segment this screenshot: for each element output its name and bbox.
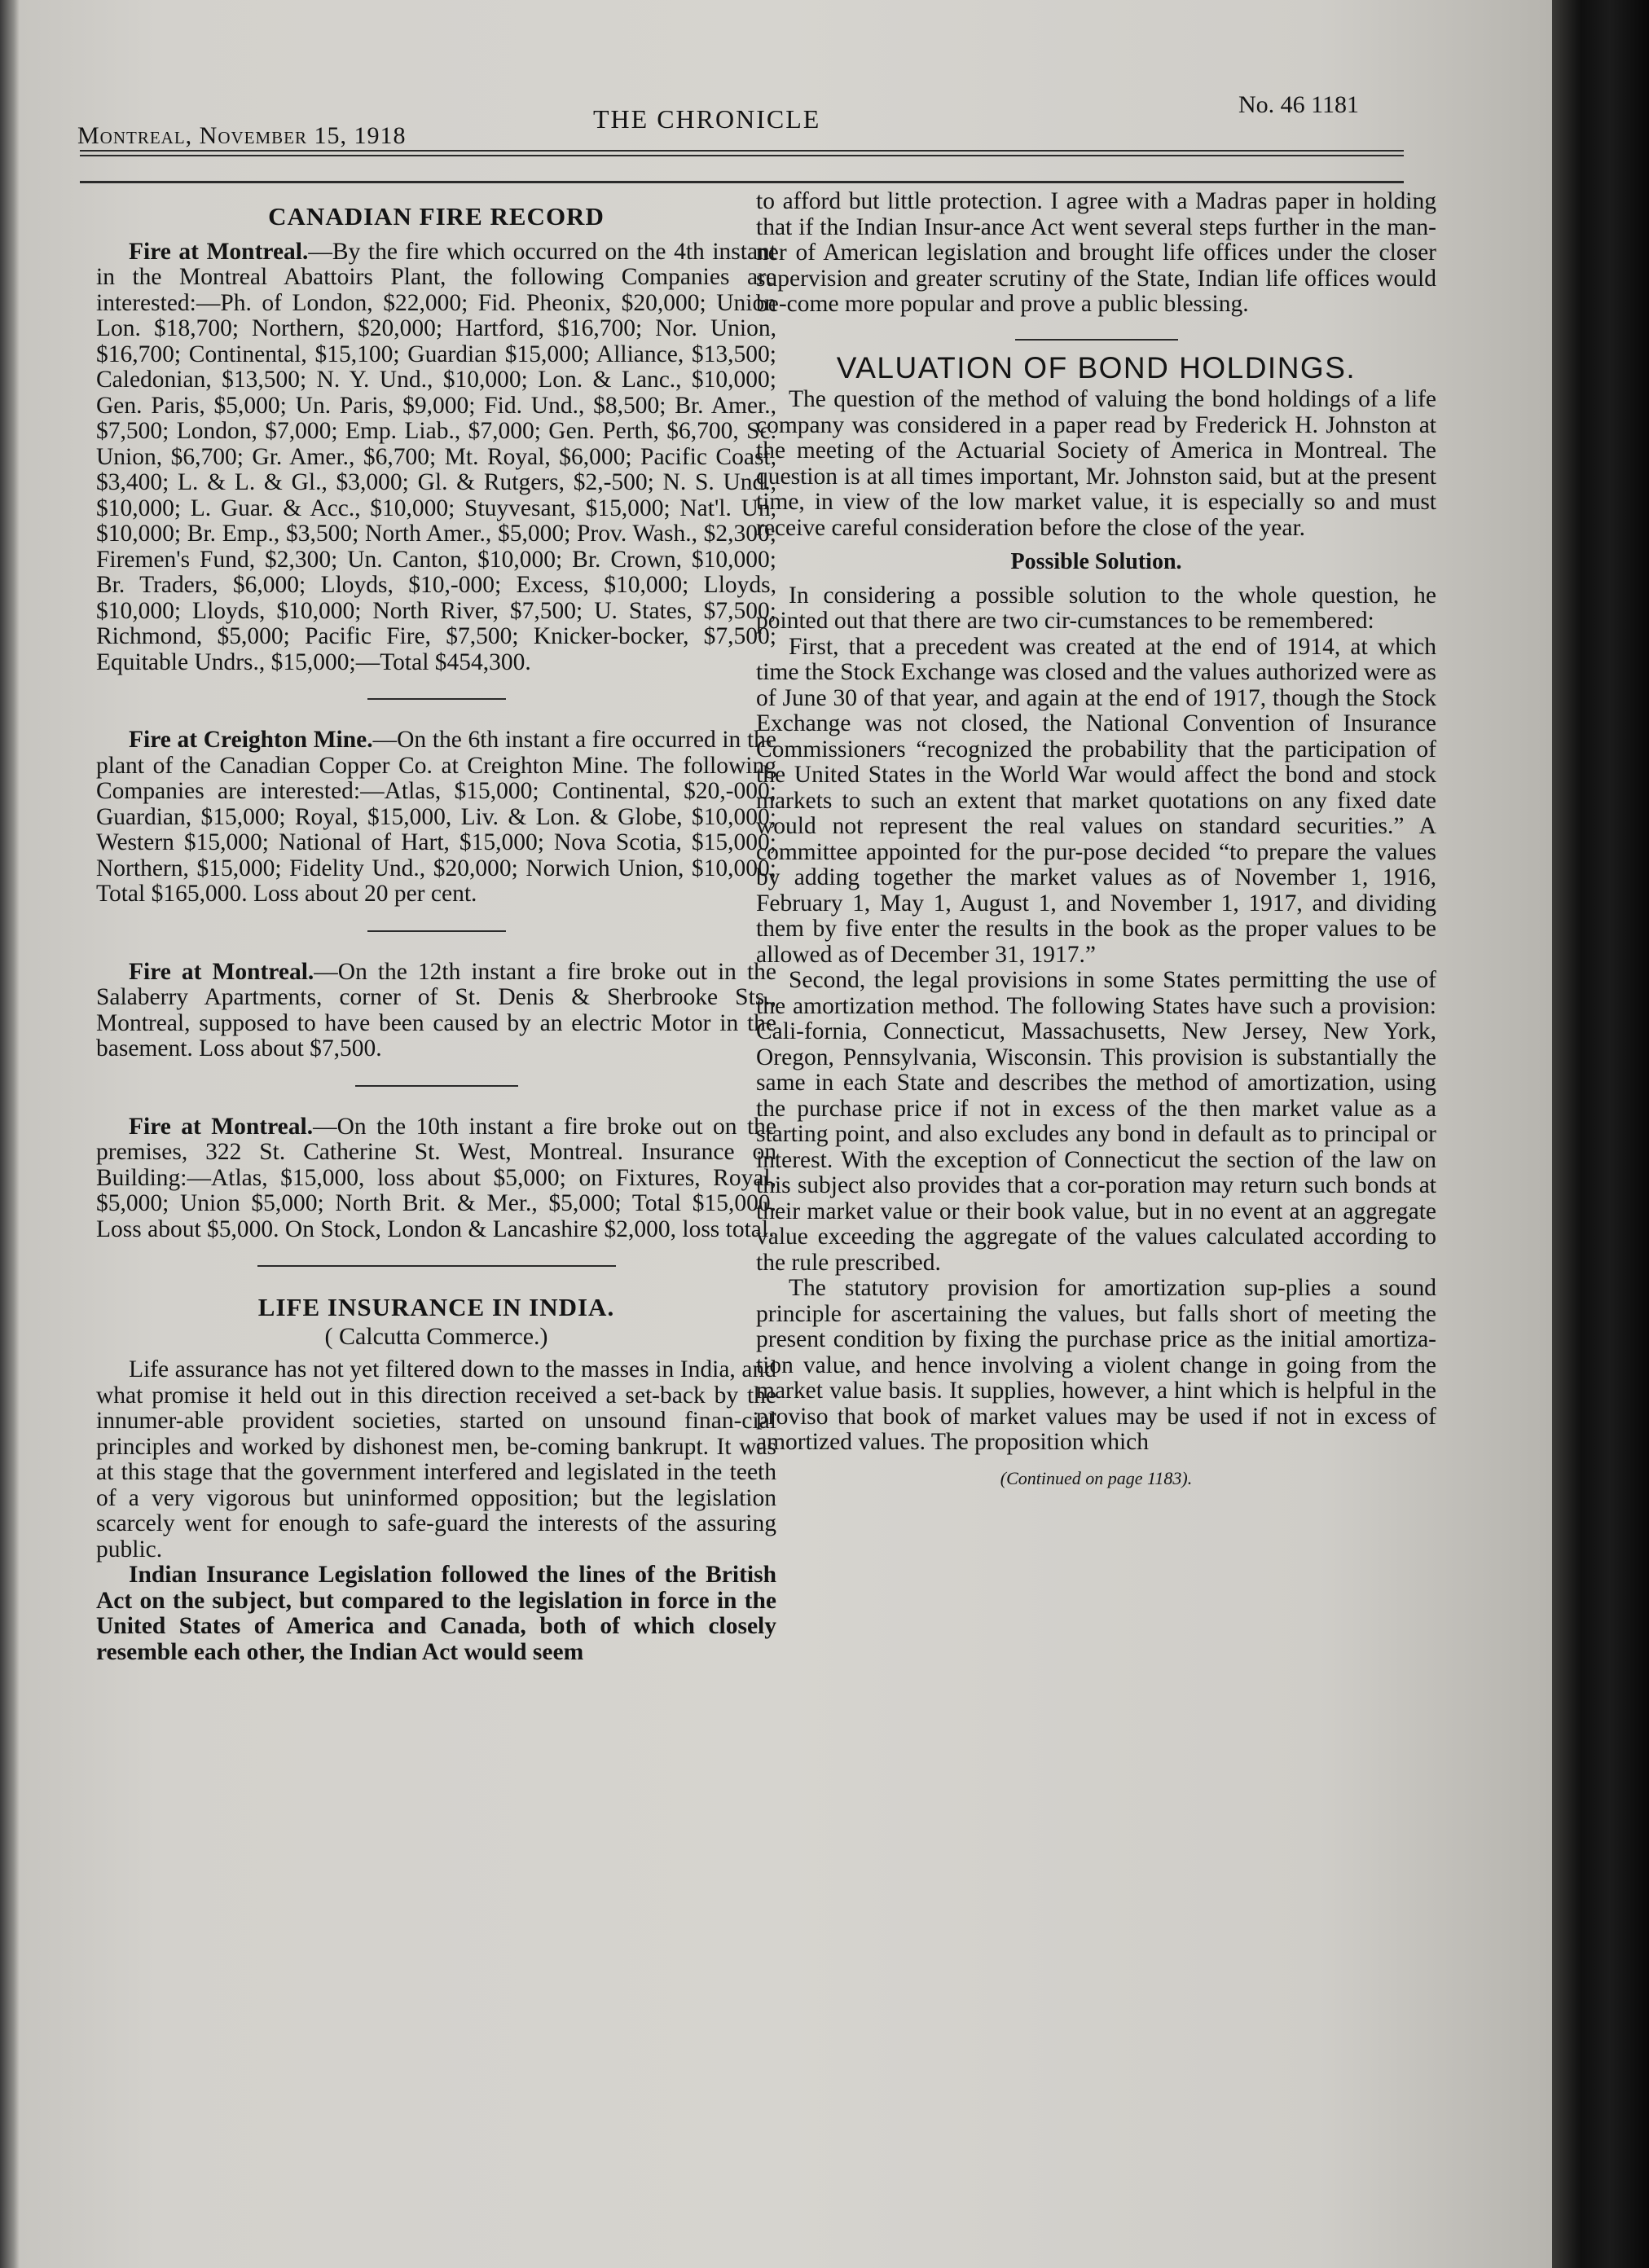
fire-item: [96, 960, 776, 1062]
right-column: [756, 189, 1436, 1491]
possible-solution-subheading: Possible Solution.: [1010, 549, 1182, 574]
paragraph: The question of the method of valuing the bond holdings of a life company was considered in a paper read by Frederick H. Johnston at the meeting of the Actuarial Society of America in Montreal. The question is at all times important, Mr. Johnston said, but at the present time, in view of the low market value, it is especially so and must receive careful consideration before the close of the year.: [756, 386, 1436, 541]
paragraph: to afford but little protection. I agree with a Madras paper in holding that if the Indian Insur-ance Act went several steps further in the man-ner of American legislation and brought life offices under the closer supervision and greater scrutiny of the State, Indian life offices would be-come more popular and prove a public blessing.: [756, 188, 1436, 317]
fire-item-text: —On the 6th instant a fire occurred in the plant of the Canadian Copper Co. at Creighton Mine. The following Companies are interested:—Atlas, $15,000; Continental, $20,-000; Guardian, $15,000; Royal, $15,000, Liv. & Lon. & Globe, $10,000; Western $15,000; National of Hart, $15,000; Nova Scotia, $15,000; Northern, $15,000; Fidelity Und., $20,000; Norwich Union, $10,000; Total $165,000. Loss about 20 per cent.: [96, 727, 776, 907]
fire-item: [96, 240, 776, 676]
separator: [367, 930, 506, 932]
life-india-heading: LIFE INSURANCE IN INDIA.: [257, 1293, 615, 1321]
fire-item: [96, 727, 776, 908]
continued-note: (Continued on page 1183).: [1000, 1467, 1193, 1488]
paragraph: In considering a possible solution to the whole question, he pointed out that there are two cir-cumstances to be remembered:: [756, 582, 1436, 634]
run-in-heading: Fire at Creighton Mine.: [129, 727, 373, 753]
dateline: Montreal, November 15, 1918: [77, 122, 407, 149]
paragraph: Second, the legal provisions in some States permitting the use of the amortization method. The following States have such a provision: Cali-fornia, Connecticut, Massachusetts, New Jersey, New York, Oregon, Pennsylvania, Wisconsin. This provision is substantially the same in each State and describes the method of amortization, using the purchase price if not in excess of the then market value as a starting point, and also excludes any bond in default as to principal or interest. With the exception of Connecticut the section of the law on this subject also provides that a cor-poration may return such bonds at their market value or their book value, but in no event at an aggregate value exceeding the aggregate of the values calculated according to the rule prescribed.: [756, 967, 1436, 1276]
separator: [1015, 339, 1178, 341]
life-india-source: ( Calcutta Commerce.): [324, 1322, 548, 1350]
fire-item-text: —On the 12th instant a fire broke out in the Salaberry Apartments, corner of St. Denis & Sherbrooke Sts., Montreal, supposed to have been caused by an electric Motor in the basement. Loss about $7,500.: [96, 958, 776, 1061]
header-rule: [80, 150, 1404, 152]
header-rule: [80, 155, 1404, 156]
paragraph: Life assurance has not yet filtered down to the masses in India, and what promise it held out in this direction received a set-back by the innumer-able provident societies, started on unsound finan-cial principles and worked by dishonest men, be-coming bankrupt. It was at this stage that the government interfered and legislated in the teeth of a very vigorous but uninformed opposition; but the legislation scarcely went for enough to safe-guard the interests of the assuring public.: [96, 1356, 776, 1563]
binding-spine: [1552, 0, 1649, 2268]
separator: [257, 1265, 616, 1267]
publication-title: THE CHRONICLE: [593, 104, 821, 134]
fire-item: [96, 1114, 776, 1243]
fire-item-text: —By the fire which occurred on the 4th instant in the Montreal Abattoirs Plant, the following Companies are interested:—Ph. of London, $22,000; Fid. Pheonix, $20,000; Union Lon. $18,700; Northern, $20,000; Hartford, $16,700; Nor. Union, $16,700; Continental, $15,100; Guardian $15,000; Alliance, $13,500; Caledonian, $13,500; N. Y. Und., $10,000; Lon. & Lanc., $10,000; Gen. Paris, $5,000; Un. Paris, $9,000; Fid. Und., $8,500; Br. Amer., $7,500; London, $7,000; Emp. Liab., $7,000; Gen. Perth, $6,700, Sc. Union, $6,700; Gr. Amer., $6,700; Mt. Royal, $6,000; Pacific Coast, $3,400; L. & L. & Gl., $3,000; Gl. & Rutgers, $2,-500; N. S. Und., $10,000; L. Guar. & Acc., $10,000; Stuyvesant, $15,000; Nat'l. Un, $10,000; Br. Emp., $3,500; North Amer., $5,000; Prov. Wash., $2,300; Firemen's Fund, $2,300; Un. Canton, $10,000; Br. Crown, $10,000; Br. Traders, $6,000; Lloyds, $10,-000; Excess, $10,000; Lloyds, $10,000; Lloyds, $10,000; North River, $7,500; U. States, $7,500; Richmond, $5,000; Pacific Fire, $7,500; Knicker-bocker, $7,500; Equitable Undrs., $15,000;—Total $454,300.: [96, 238, 776, 675]
fire-record-heading: CANADIAN FIRE RECORD: [268, 202, 605, 231]
issue-number: No. 46 1181: [1238, 91, 1360, 118]
separator: [367, 698, 506, 700]
header-rule: [80, 181, 1404, 183]
page-edge-shadow: [0, 0, 20, 2268]
run-in-heading: Fire at Montreal.: [129, 238, 309, 265]
fire-item-text: —On the 10th instant a fire broke out on the premises, 322 St. Catherine St. West, Montreal. Insurance on Building:—Atlas, $15,000, loss about $5,000; on Fixtures, Royal, $5,000; Union $5,000; North Brit. & Mer., $5,000; Total $15,000. Loss about $5,000. On Stock, London & Lancashire $2,000, loss total.: [96, 1113, 776, 1242]
run-in-heading: Fire at Montreal.: [129, 958, 314, 985]
valuation-heading: VALUATION OF BOND HOLDINGS.: [836, 350, 1357, 385]
left-column: [96, 196, 776, 1665]
paragraph: Indian Insurance Legislation followed the lines of the British Act on the subject, but compared to the legislation in force in the United States of America and Canada, both of which closely resemble each other, the Indian Act would seem: [96, 1562, 776, 1665]
paragraph: The statutory provision for amortization sup-plies a sound principle for ascertaining the values, but falls short of meeting the present condition by fixing the purchase price as the initial amortiza-tion value, and hence involving a violent change in going from the market value basis. It supplies, however, a hint which is helpful in the proviso that book of market values may be used if not in excess of amortized values. The proposition which: [756, 1275, 1436, 1455]
separator: [355, 1085, 518, 1087]
paragraph: First, that a precedent was created at the end of 1914, at which time the Stock Exchange was closed and the values authorized were as of June 30 of that year, and again at the end of 1917, though the Stock Exchange was not closed, the National Convention of Insurance Commissioners “recognized the probability that the participation of the United States in the World War would affect the bond and stock markets to such an extent that market quotations on any fixed date would not represent the real values on standard securities.” A committee appointed for the pur-pose decided “to prepare the values by adding together the market values as of November 1, 1916, February 1, May 1, August 1, and November 1, 1917, and dividing them by five enter the results in the book as the proper values to be allowed as of December 31, 1917.”: [756, 633, 1436, 968]
run-in-heading: Fire at Montreal.: [129, 1113, 314, 1140]
